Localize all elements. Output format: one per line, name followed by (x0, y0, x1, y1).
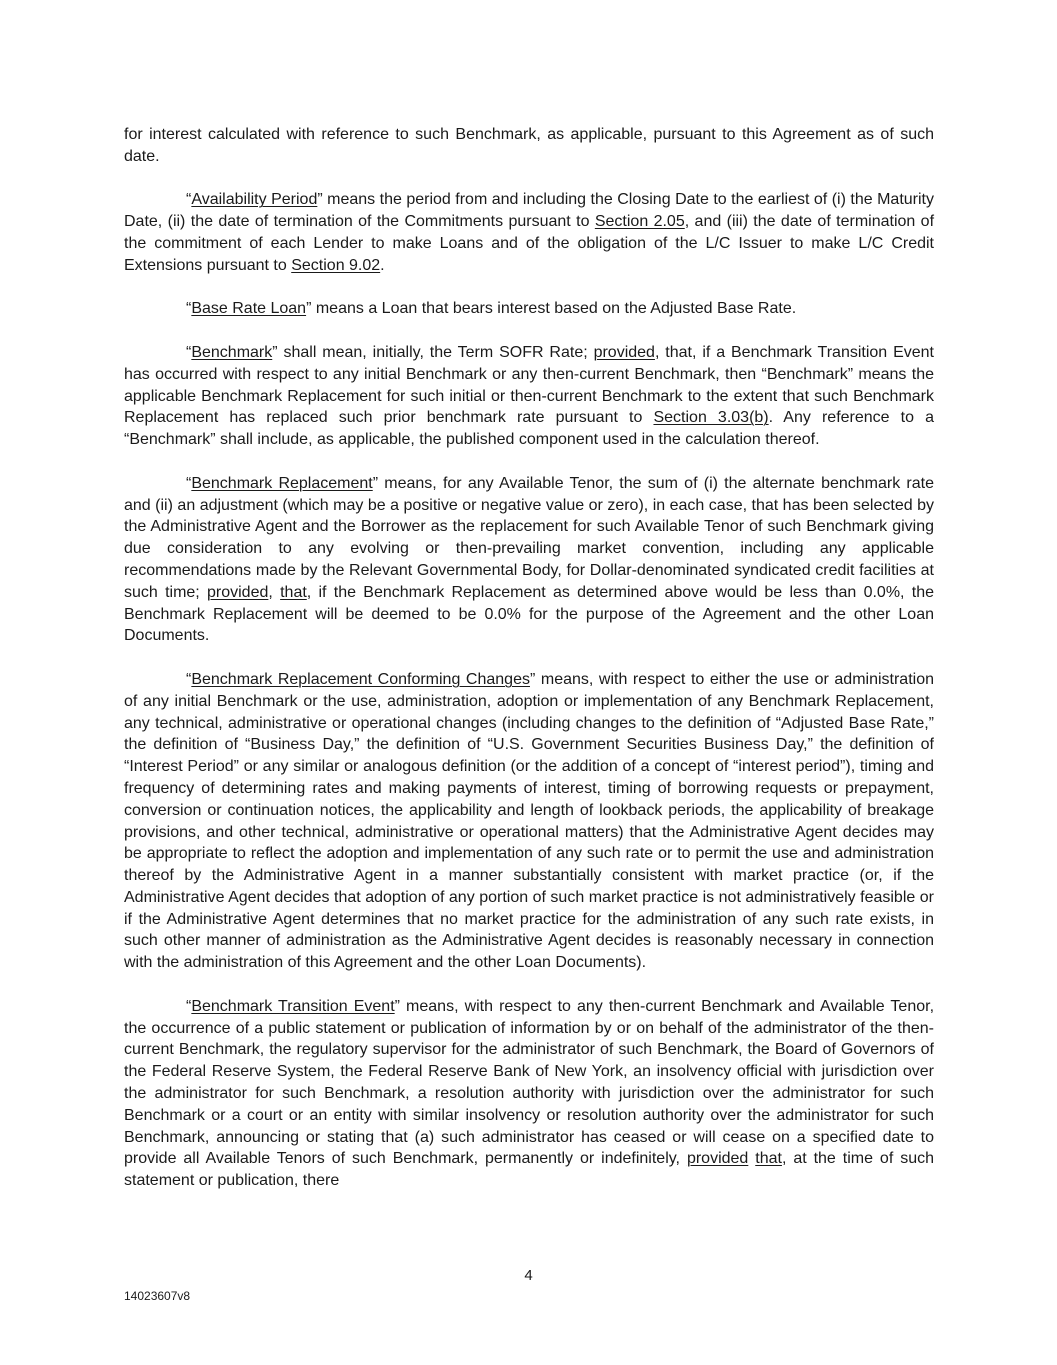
underlined-term: provided (593, 343, 655, 361)
paragraph-text: ” means a Loan that bears interest based on the Adjusted Base Rate. (306, 300, 797, 318)
document-id: 14023607v8 (124, 1289, 191, 1303)
paragraph-text: , that, if a Benchmark Transition Event has occurred with respect to any initial Benchmark or any then-current Benchmark, then “Benchmark” means the applicable Benchmark Replacement for such initial or then-current Benchmark to the extent that such Benchmark Replacement has replaced such prior benchmark rate pursuant to (124, 343, 934, 427)
paragraph-text: , (268, 583, 281, 601)
paragraph-text: “ (186, 300, 192, 318)
underlined-term: provided (686, 1150, 749, 1168)
underlined-term: Section 2.05 (594, 213, 685, 231)
underlined-term: Base Rate Loan (191, 300, 307, 318)
underlined-term: Section 3.03(b) (653, 409, 769, 427)
definition-paragraph (124, 669, 934, 974)
paragraph-text: “ (186, 997, 192, 1015)
underlined-term: Benchmark (191, 343, 273, 361)
page-number: 4 (524, 1267, 533, 1284)
paragraph-text: ” means, for any Available Tenor, the sum of (i) the alternate benchmark rate and (ii) an adjustment (which may be a positive or negative value or zero), in each case, that has been selected by the Administrative Agent and the Borrower as the replacement for such Available Tenor of such Benchmark giving due consideration to any evolving or then-prevailing market convention, including any applicable recommendations made by the Relevant Governmental Body, for Dollar-denominated syndicated credit facilities at such time; (124, 474, 935, 601)
underlined-term: that (755, 1150, 782, 1168)
paragraph-text: for interest calculated with reference to such Benchmark, as applicable, pursuant to this Agreement as of such date. (124, 126, 934, 165)
paragraph-text: ” means, with respect to either the use or administration of any initial Benchmark or the use, administration, adoption or implementation of any Benchmark Replacement, any technical, administrative or operational changes (including changes to the definition of “Adjusted Base Rate,” the definition of “Business Day,” the definition of “U.S. Government Securities Business Day,” the definition of “Interest Period” or any similar or analogous definition (or the addition of a concept of “interest period”), timing and frequency of determining rates and making payments of interest, timing of borrowing requests or prepayment, conversion or continuation notices, the applicability and length of lookback periods, the applicability of breakage provisions, and other technical, administrative or operational matters) that the Administrative Agent decides may be appropriate to reflect the adoption and implementation of any such rate or to permit the use and administration thereof by the Administrative Agent in a manner substantially consistent with market practice (or, if the Administrative Agent decides that adoption of any portion of such market practice is not administratively feasible or if the Administrative Agent determines that no market practice for the administration of any such rate exists, in such other manner of administration as the Administrative Agent decides is reasonably necessary in connection with the administration of this Agreement and the other Loan Documents). (124, 670, 934, 972)
paragraph-text: ” shall mean, initially, the Term SOFR Rate; (272, 343, 594, 361)
definition-paragraph (124, 298, 934, 320)
paragraph-text: “ (186, 191, 192, 209)
underlined-term: Benchmark Transition Event (191, 997, 395, 1015)
paragraph-text: , at the time of such statement or publication, there (124, 1150, 934, 1190)
underlined-term: Benchmark Replacement (191, 474, 373, 492)
definition-paragraph (124, 124, 934, 168)
paragraph-text: . (380, 256, 385, 274)
underlined-term: Section 9.02 (291, 256, 381, 274)
underlined-term: provided (207, 583, 269, 601)
definition-paragraph (124, 473, 934, 647)
paragraph-text: “ (186, 474, 192, 492)
paragraph-text: . Any reference to a “Benchmark” shall include, as applicable, the published component used in the calculation thereof. (124, 409, 935, 449)
paragraph-text: , and (iii) the date of termination of the commitment of each Lender to make Loans and of the obligation of the L/C Issuer to make L/C Credit Extensions pursuant to (124, 213, 935, 274)
definition-paragraph (124, 342, 934, 451)
definition-paragraph (124, 996, 934, 1192)
document-body (124, 124, 934, 1214)
paragraph-text: , if the Benchmark Replacement as determined above would be less than 0.0%, the Benchmark Replacement will be deemed to be 0.0% for the purpose of the Agreement and the other Loan Documents. (124, 583, 935, 645)
underlined-term: that (280, 583, 307, 601)
paragraph-text: ” means, with respect to any then-current Benchmark and Available Tenor, the occurrence of a public statement or publication of information by or on behalf of the administrator of the then-current Benchmark, the regulatory supervisor for the administrator of such Benchmark, the Board of Governors of the Federal Reserve System, the Federal Reserve Bank of New York, an insolvency official with jurisdiction over the administrator for such Benchmark, a resolution authority with jurisdiction over the administrator for such Benchmark or a court or an entity with similar insolvency or resolution authority over the administrator for such Benchmark, announcing or stating that (a) such administrator has ceased or will cease on a specified date to provide all Available Tenors of such Benchmark, permanently or indefinitely, (124, 997, 935, 1168)
paragraph-text: ” means the period from and including the Closing Date to the earliest of (i) the Maturity Date, (ii) the date of termination of the Commitments pursuant to (124, 191, 934, 231)
paragraph-text: “ (186, 670, 192, 688)
underlined-term: Availability Period (191, 191, 318, 209)
definition-paragraph (124, 189, 934, 276)
paragraph-text: “ (186, 343, 192, 361)
underlined-term: Benchmark Replacement Conforming Changes (191, 670, 530, 688)
